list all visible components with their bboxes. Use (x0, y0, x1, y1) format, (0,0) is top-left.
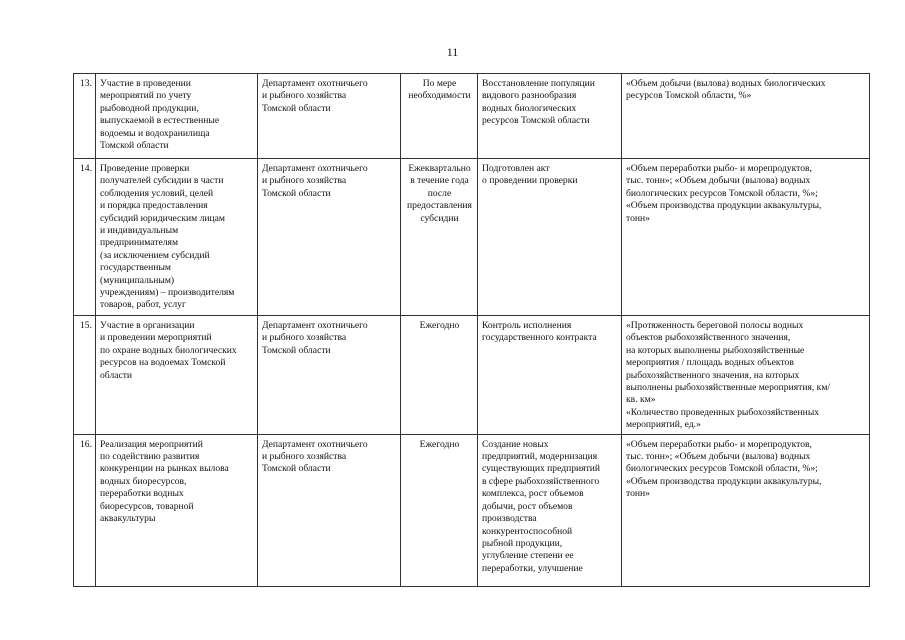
indicator-cell: «Объем переработки рыбо- и морепродуктов, тыс. тонн»; «Объем добычи (вылова) водных биологических ресурсов Томской области, %»; «Объем производства продукции аквакультуры, тонн» (622, 434, 870, 586)
executor-cell: Департамент охотничьего и рыбного хозяйства Томской области (258, 316, 401, 435)
row-number: 16. (74, 434, 96, 586)
result-cell: Подготовлен акт о проведении проверки (478, 159, 622, 316)
executor-cell: Департамент охотничьего и рыбного хозяйства Томской области (258, 159, 401, 316)
table-row (74, 316, 870, 435)
activity-cell: Участие в организации и проведении мероприятий по охране водных биологических ресурсов на водоемах Томской области (96, 316, 258, 435)
result-cell: Создание новых предприятий, модернизация существующих предприятий в сфере рыбохозяйственного комплекса, рост объемов добычи, рост объемов производства конкурентоспособной рыбной продукции, углубление степени ее переработки, улучшение (478, 434, 622, 586)
table-row (74, 159, 870, 316)
result-cell: Контроль исполнения государственного контракта (478, 316, 622, 435)
row-number: 14. (74, 159, 96, 316)
activity-cell: Реализация мероприятий по содействию развития конкуренции на рынках вылова водных биоресурсов, переработки водных биоресурсов, товарной аквакультуры (96, 434, 258, 586)
executor-cell: Департамент охотничьего и рыбного хозяйства Томской области (258, 74, 401, 159)
indicator-cell: «Объем переработки рыбо- и морепродуктов, тыс. тонн»; «Объем добычи (вылова) водных биологических ресурсов Томской области, %»; «Объем производства продукции аквакультуры, тонн» (622, 159, 870, 316)
row-number: 15. (74, 316, 96, 435)
indicator-cell: «Протяженность береговой полосы водных объектов рыбохозяйственного значения, на которых выполнены рыбохозяйственные мероприятия / площадь водных объектов рыбохозяйственного значения, на которых выполнены рыбохозяйственные мероприятия, км/ кв. км» «Количество проведенных рыбохозяйственных мероприятий, ед.» (622, 316, 870, 435)
table-row (74, 434, 870, 586)
page-number: 11 (446, 45, 459, 59)
term-cell: Ежеквартально в течение года после предоставления субсидии (401, 159, 478, 316)
table-row (74, 74, 870, 159)
term-cell: Ежегодно (401, 316, 478, 435)
row-number: 13. (74, 74, 96, 159)
activity-cell: Участие в проведении мероприятий по учету рыбоводной продукции, выпускаемой в естественные водоемы и водохранилища Томской области (96, 74, 258, 159)
term-cell: Ежегодно (401, 434, 478, 586)
executor-cell: Департамент охотничьего и рыбного хозяйства Томской области (258, 434, 401, 586)
indicator-cell: «Объем добычи (вылова) водных биологических ресурсов Томской области, %» (622, 74, 870, 159)
term-cell: По мере необходимости (401, 74, 478, 159)
result-cell: Восстановление популяции видового разнообразия водных биологических ресурсов Томской области (478, 74, 622, 159)
activity-cell: Проведение проверки получателей субсидии в части соблюдения условий, целей и порядка предоставления субсидий юридическим лицам и индивидуальным предпринимателям (за исключением субсидий государственным (муниципальным) учреждениям) – производителям товаров, работ, услуг (96, 159, 258, 316)
measures-table (73, 73, 870, 587)
